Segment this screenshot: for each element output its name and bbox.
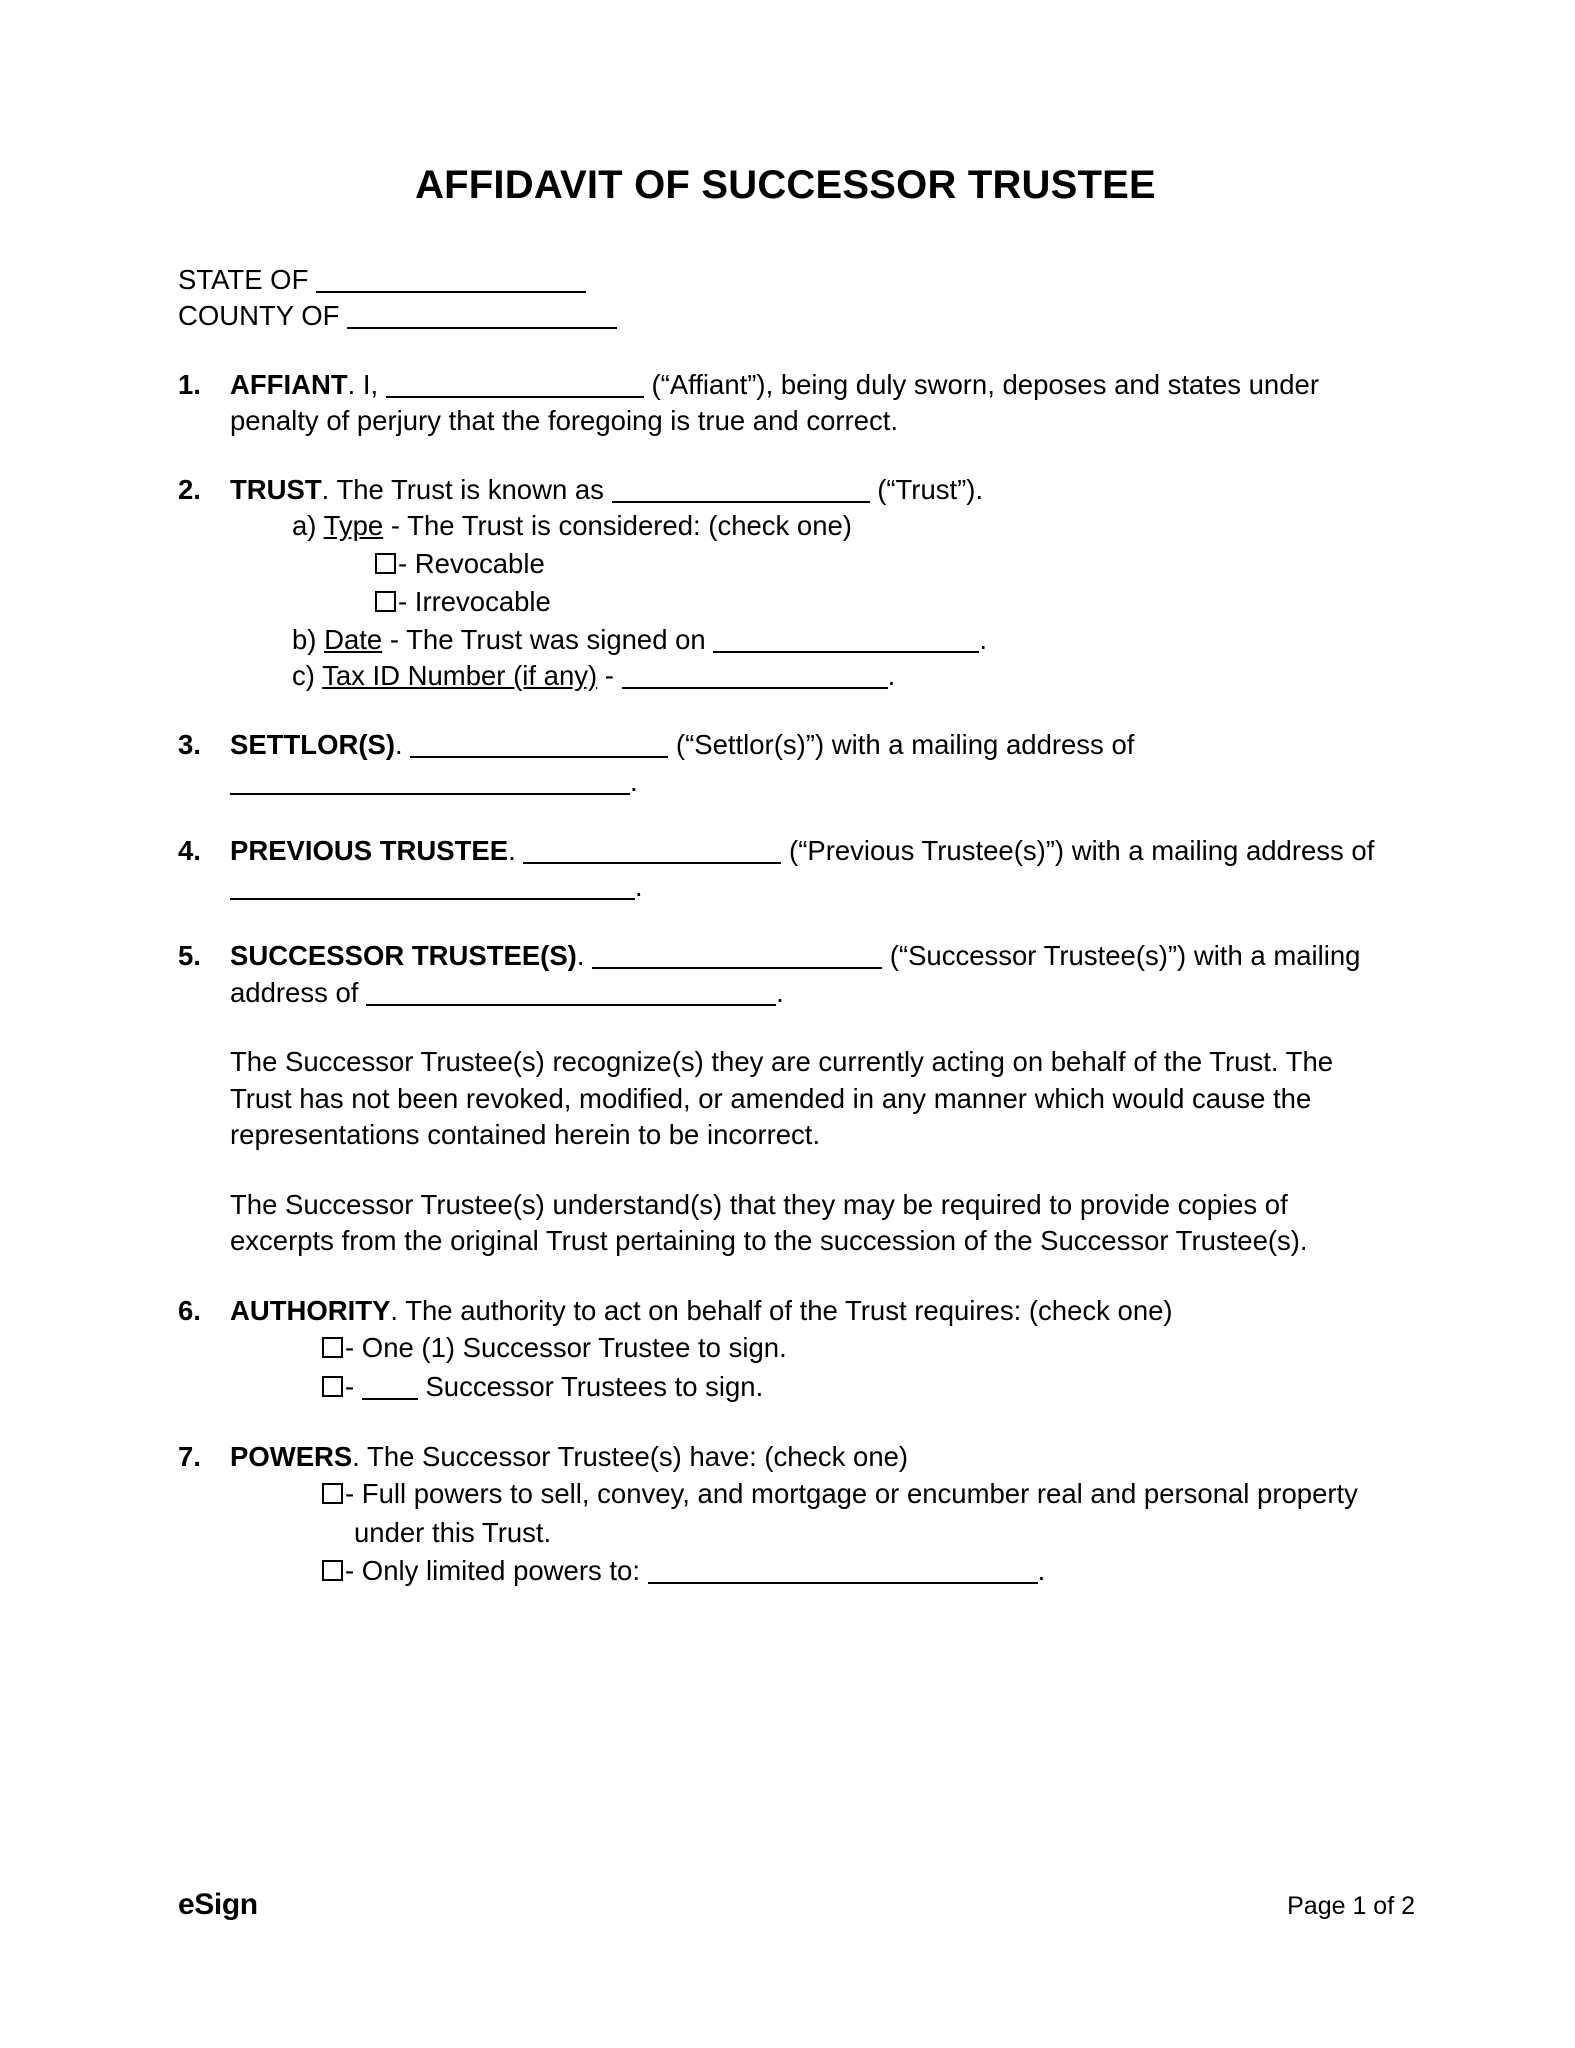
county-label: COUNTY OF (178, 299, 340, 331)
section-number-5: 5. (178, 940, 201, 972)
state-line (178, 262, 1393, 298)
sub-prefix-c: c) (292, 659, 315, 691)
section-number-4: 4. (178, 834, 201, 866)
checkbox-limited-powers[interactable] (322, 1560, 343, 1581)
section-text-5a: . (576, 940, 585, 972)
section-number-3: 3. (178, 729, 201, 761)
section-lead-2: TRUST (230, 474, 322, 506)
section-text-3b: (“Settlor(s)”) with a mailing address of (675, 729, 1135, 761)
trustee-count-blank[interactable] (362, 1379, 418, 1400)
jurisdiction-block (178, 262, 1393, 334)
trust-type-line (230, 508, 1393, 544)
trust-taxid-blank[interactable] (622, 668, 888, 689)
section-text-4b: (“Previous Trustee(s)”) with a mailing address of (789, 834, 1375, 866)
section-text-1a: . I, (347, 368, 379, 400)
county-line (178, 298, 1393, 334)
section-powers (178, 1439, 1393, 1591)
sub-prefix-b: b) (292, 623, 317, 655)
previous-trustee-address-blank[interactable] (230, 879, 635, 900)
section-text-3a: . (395, 729, 403, 761)
sub-underline-taxid: Tax ID Number (if any) (322, 659, 598, 691)
section-authority (178, 1293, 1393, 1406)
section-number-1: 1. (178, 368, 201, 400)
option-label-full-powers: - Full powers to sell, convey, and mortgage or encumber real and personal property under this Trust. (345, 1478, 1358, 1548)
option-suffix-limited-powers: . (1037, 1555, 1046, 1587)
county-blank[interactable] (347, 308, 617, 329)
sub-suffix-b: . (979, 623, 988, 655)
option-label-revocable: - Revocable (398, 547, 545, 579)
section-affiant (178, 367, 1393, 440)
section-number-6: 6. (178, 1294, 201, 1326)
checkbox-multiple-trustees[interactable] (322, 1376, 343, 1397)
option-prefix-multiple: - (345, 1370, 355, 1402)
sub-underline-date: Date (324, 623, 383, 655)
affiant-name-blank[interactable] (386, 377, 644, 398)
sub-underline-type: Type (323, 510, 384, 542)
trust-taxid-line (230, 658, 1393, 694)
page-title: AFFIDAVIT OF SUCCESSOR TRUSTEE (415, 163, 1156, 207)
sub-text-b: - The Trust was signed on (389, 623, 706, 655)
paragraph-excerpts: The Successor Trustee(s) understand(s) that they may be required to provide copies of excerpts from the original Trust pertaining to the succession of the Successor Trustee(s). (230, 1188, 1308, 1257)
section-text-4c: . (635, 871, 643, 903)
sub-text-a: - The Trust is considered: (check one) (390, 510, 852, 542)
section-trust (178, 472, 1393, 694)
section-text-5b: (“Successor Trustee(s)”) with a mailing address of (230, 940, 1361, 1008)
section-settlors (178, 727, 1393, 800)
section-text-2a: . The Trust is known as (321, 474, 604, 506)
sub-suffix-c: . (887, 659, 896, 691)
option-revocable[interactable] (230, 545, 1393, 584)
section-text-7a: . The Successor Trustee(s) have: (check one) (352, 1441, 909, 1473)
option-label-limited-powers: - Only limited powers to: (345, 1555, 640, 1587)
option-multiple-trustees[interactable] (230, 1368, 1393, 1407)
checkbox-full-powers[interactable] (322, 1483, 343, 1504)
option-label-multiple-trustees: Successor Trustees to sign. (425, 1370, 764, 1402)
section-text-5c: . (776, 976, 784, 1008)
trust-date-blank[interactable] (713, 632, 979, 653)
option-irrevocable[interactable] (230, 583, 1393, 622)
paragraph-recognition: The Successor Trustee(s) recognize(s) they are currently acting on behalf of the Trust. The Trust has not been revoked, modified, or amended in any manner which would cause the representations contained herein to be incorrect. (230, 1046, 1334, 1151)
section-lead-7: POWERS (230, 1441, 353, 1473)
section-text-2b: (“Trust”). (877, 474, 984, 506)
settlor-name-blank[interactable] (410, 737, 668, 758)
section-lead-4: PREVIOUS TRUSTEE (230, 834, 509, 866)
checkbox-revocable[interactable] (375, 553, 396, 574)
previous-trustee-name-blank[interactable] (523, 843, 781, 864)
section-lead-5: SUCCESSOR TRUSTEE(S) (230, 940, 577, 972)
section-text-6a: . The authority to act on behalf of the Trust requires: (check one) (390, 1294, 1173, 1326)
option-one-trustee[interactable] (230, 1329, 1393, 1368)
section-number-2: 2. (178, 474, 201, 506)
document-body (178, 0, 1393, 1591)
settlor-address-blank[interactable] (230, 774, 630, 795)
sub-text-c: - (604, 659, 614, 691)
section-lead-3: SETTLOR(S) (230, 729, 395, 761)
option-label-one-trustee: - One (1) Successor Trustee to sign. (345, 1332, 787, 1364)
checkbox-one-trustee[interactable] (322, 1337, 343, 1358)
section-text-4a: . (508, 834, 516, 866)
trust-name-blank[interactable] (612, 482, 870, 503)
section-successor-trustees (178, 938, 1393, 1011)
section-lead-1: AFFIANT (230, 368, 348, 400)
section-text-1b: (“Affiant”), being duly sworn, deposes and states under penalty of perjury that the foregoing is true and correct. (230, 368, 1319, 436)
esign-logo: eSign (178, 1888, 258, 1921)
successor-trustee-address-blank[interactable] (366, 985, 776, 1006)
section-previous-trustee (178, 833, 1393, 906)
page-number: Page 1 of 2 (1287, 1892, 1415, 1920)
sub-prefix-a: a) (292, 510, 317, 542)
option-limited-powers[interactable] (230, 1552, 1393, 1591)
checkbox-irrevocable[interactable] (375, 591, 396, 612)
option-label-irrevocable: - Irrevocable (398, 586, 551, 618)
successor-trustee-name-blank[interactable] (592, 948, 882, 969)
option-full-powers[interactable] (230, 1475, 1393, 1552)
page-footer (178, 1888, 1415, 1922)
trust-date-line (230, 622, 1393, 658)
section-text-3c: . (630, 765, 638, 797)
section-lead-6: AUTHORITY (230, 1294, 391, 1326)
state-label: STATE OF (178, 264, 309, 295)
limited-powers-blank[interactable] (648, 1563, 1038, 1584)
section-number-7: 7. (178, 1441, 201, 1473)
state-blank[interactable] (316, 272, 586, 293)
